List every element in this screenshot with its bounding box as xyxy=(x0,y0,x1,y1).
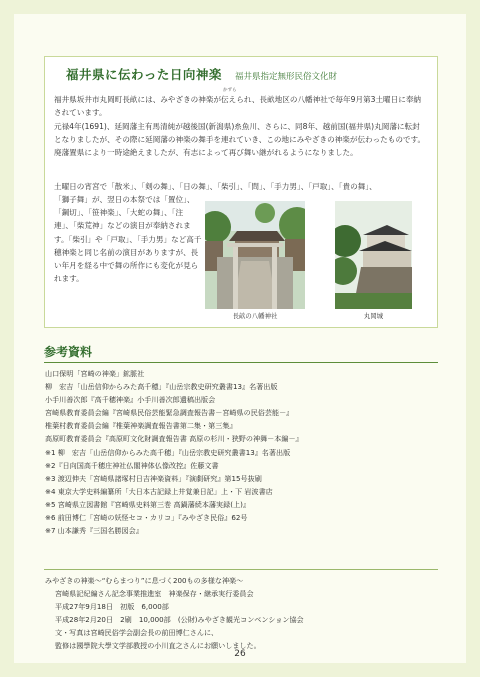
page-border-right xyxy=(466,0,480,677)
reference-item: ※5 宮崎県立図書館『宮崎県史料第三巻 高鍋藩続本藩実録(上)』 xyxy=(45,499,250,509)
reference-item: 高原町教育委員会『高原町文化財調査報告書 高原の杉川・狭野の神舞－本編－』 xyxy=(45,434,303,444)
reference-item: ※3 渡辺伸夫「宮崎県諸塚村日吉神楽資料」『演劇研究』第15号抜刷 xyxy=(45,473,262,483)
reference-item: 山口保明「宮崎の神楽」鉱脈社 xyxy=(45,369,145,378)
colophon-supervisor: 監修は國學院大學文学部教授の小川直之さんにお願いしました。 xyxy=(55,641,261,651)
article-title: 福井県に伝わった日向神楽 xyxy=(66,67,222,82)
article-subtitle: 福井県指定無形民俗文化財 xyxy=(234,72,337,82)
reference-item: ※7 山本謙秀『三国名勝図会』 xyxy=(45,526,143,536)
colophon xyxy=(45,574,441,653)
colophon-title: みやざきの神楽～“むらまつり”に息づく200もの多様な神楽～ xyxy=(45,576,244,585)
colophon-edition-1: 平成27年9月18日 初版 6,000部 xyxy=(55,602,169,612)
reference-item: ※6 前田博仁「宮崎の妖怪セコ・カリコ」『みやざき民俗』62号 xyxy=(45,513,248,523)
colophon-edition-2: 平成28年2月20日 2刷 10,000部 (公財)みやざき観光コンベンション協会 xyxy=(55,615,304,625)
reference-item: ※2『日向国高千穂庄神社仏閣神体仏像改控』佐藤文書 xyxy=(45,460,219,470)
reference-item: ※1 柳 宏吉「山岳信仰からみた高千穂」『山岳宗教史研究叢書13』名著出版 xyxy=(45,447,291,457)
reference-item: 宮崎県教育委員会編『宮崎県民俗芸能緊急調査報告書－宮崎県の民俗芸能－』 xyxy=(45,408,294,418)
references-heading: 参考資料 xyxy=(44,345,93,359)
reference-item: ※4 東京大学史料編纂所「大日本古記録上井覚兼日記」上・下 岩波書店 xyxy=(45,486,273,496)
castle-photo xyxy=(335,201,412,309)
colophon-divider xyxy=(44,569,438,570)
paragraph-3: 土曜日の宵宮で「散米」、「剣の舞」、「日の舞」、「柴引」、「問」、「手力男」、「戸取」、「貴の舞」、 xyxy=(54,182,377,191)
page-number: 26 xyxy=(234,649,246,659)
castle-caption: 丸岡城 xyxy=(363,312,384,320)
page-border-left xyxy=(0,0,14,677)
paragraph-2: 元禄4年(1691)、延岡藩主有馬清純が越後国(新潟県)糸魚川、さらに、同8年、越前国(福井県)丸岡藩に転封となりましたが、その際に延岡藩の神楽の舞手を連れていき、この地にみやざきの神楽が伝わったものです。廃藩置県により一時途絶えましたが、有志によって再び舞い継がれるようになりました。 xyxy=(54,122,426,158)
colophon-author: 文・写真は宮崎民俗学会副会長の前田博仁さんに、 xyxy=(55,628,219,638)
references-list xyxy=(45,367,441,537)
colophon-publisher: 宮崎県記紀編さん記念事業推進室 神楽保存・継承実行委員会 xyxy=(55,589,254,599)
paragraph-4: 「獅子舞」が、翌日の本祭では「置位」、「鋼切」、「笹神楽」、「大蛇の舞」、「注連」、「柴荒神」などの演目が奉納されます。「柴引」や「戸取」、「手力男」など高千穂神楽と同じ名前の演目がありますが、長い年月を経る中で舞の所作にも変化が見られます。 xyxy=(54,195,202,284)
references-divider xyxy=(44,362,438,363)
furigana: かずら xyxy=(223,88,237,93)
paragraph-1: 福井県坂井市丸岡町長畝には、みやざきの神楽が伝えられ、長畝地区の八幡神社で毎年9月第3土曜日に奉納されています。 xyxy=(54,95,422,118)
reference-item: 柳 宏吉「山岳信仰からみた高千穂」『山岳宗教史研究叢書13』名著出版 xyxy=(45,382,278,392)
page-border-top xyxy=(0,0,480,14)
page-border-bottom xyxy=(0,663,480,677)
article-header xyxy=(66,64,337,80)
reference-item: 小手川善次郎『高千穂神楽』小手川善次郎遺稿出版会 xyxy=(45,395,216,405)
reference-item: 椎葉村教育委員会編『椎葉神楽調査報告書第二集・第三集』 xyxy=(45,421,237,431)
shrine-caption: 長畝の八幡神社 xyxy=(232,312,278,320)
shrine-photo xyxy=(205,201,305,309)
